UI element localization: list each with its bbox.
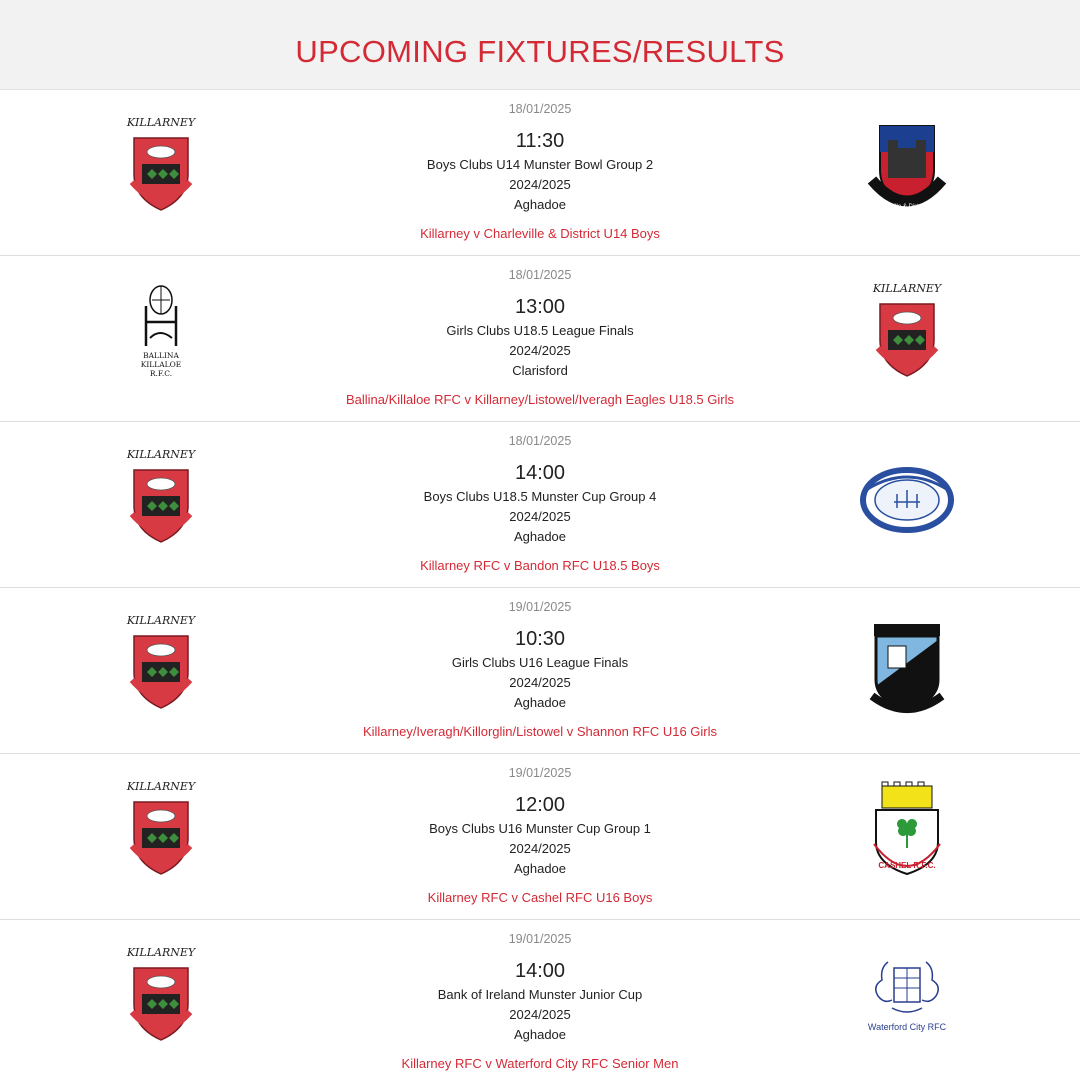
svg-text:Waterford City RFC: Waterford City RFC — [867, 1022, 947, 1032]
fixture-match-link[interactable]: Killarney RFC v Cashel RFC U16 Boys — [427, 890, 653, 905]
svg-text:KILLALOE: KILLALOE — [140, 360, 182, 369]
waterford-city-crest-icon[interactable] — [852, 942, 962, 1052]
page-header — [0, 0, 1080, 90]
page-title: UPCOMING FIXTURES/RESULTS — [295, 34, 785, 69]
svg-text:KILLARNEY: KILLARNEY — [126, 116, 196, 129]
fixture-date: 18/01/2025 — [508, 434, 572, 448]
fixture-match-link[interactable]: Killarney RFC v Bandon RFC U18.5 Boys — [420, 558, 660, 573]
fixture-venue: Aghadoe — [513, 695, 567, 710]
svg-text:KILLARNEY: KILLARNEY — [126, 946, 196, 959]
fixture-season: 2024/2025 — [509, 675, 571, 690]
svg-text:BALLINA: BALLINA — [143, 351, 179, 360]
svg-text:R.F.C.: R.F.C. — [149, 369, 173, 378]
fixture-date: 18/01/2025 — [508, 102, 572, 116]
fixture-time: 12:00 — [514, 794, 566, 816]
fixture-venue: Aghadoe — [513, 861, 567, 876]
killarney-crest-icon[interactable] — [852, 278, 962, 388]
fixture-row[interactable] — [0, 920, 1080, 1080]
svg-text:KILLARNEY: KILLARNEY — [126, 780, 196, 793]
fixture-date: 19/01/2025 — [508, 932, 572, 946]
fixture-row[interactable] — [0, 422, 1080, 588]
fixture-competition: Boys Clubs U18.5 Munster Cup Group 4 — [423, 489, 657, 504]
charleville-crest-icon[interactable] — [852, 112, 962, 222]
fixture-season: 2024/2025 — [509, 177, 571, 192]
svg-text:KILLARNEY: KILLARNEY — [872, 282, 942, 295]
fixture-competition: Boys Clubs U16 Munster Cup Group 1 — [429, 821, 651, 836]
fixture-match-link[interactable]: Killarney v Charleville & District U14 Boys — [420, 226, 660, 241]
fixture-competition: Girls Clubs U16 League Finals — [451, 655, 629, 670]
fixture-row[interactable] — [0, 754, 1080, 920]
fixture-row[interactable] — [0, 256, 1080, 422]
fixture-match-link[interactable]: Ballina/Killaloe RFC v Killarney/Listowel/Iveragh Eagles U18.5 Girls — [345, 392, 734, 407]
fixture-time: 10:30 — [514, 628, 566, 650]
svg-text:CASHEL R.F.C.: CASHEL R.F.C. — [878, 861, 936, 870]
fixture-venue: Aghadoe — [513, 197, 567, 212]
cashel-crest-icon[interactable] — [852, 776, 962, 886]
fixture-competition: Bank of Ireland Munster Junior Cup — [437, 987, 643, 1002]
fixture-season: 2024/2025 — [509, 1007, 571, 1022]
svg-text:KILLARNEY: KILLARNEY — [126, 448, 196, 461]
fixture-venue: Clarisford — [512, 363, 568, 378]
fixture-season: 2024/2025 — [509, 343, 571, 358]
fixture-date: 18/01/2025 — [508, 268, 572, 282]
fixture-match-link[interactable]: Killarney RFC v Waterford City RFC Senior Men — [401, 1056, 679, 1071]
fixture-time: 11:30 — [515, 130, 565, 152]
fixture-venue: Aghadoe — [513, 1027, 567, 1042]
fixture-time: 13:00 — [514, 296, 566, 318]
fixture-competition: Boys Clubs U14 Munster Bowl Group 2 — [426, 157, 654, 172]
fixture-row[interactable] — [0, 588, 1080, 754]
fixture-row[interactable] — [0, 90, 1080, 256]
fixture-time: 14:00 — [514, 462, 566, 484]
fixture-venue: Aghadoe — [513, 529, 567, 544]
bandon-crest-icon[interactable] — [852, 444, 962, 554]
fixture-match-link[interactable]: Killarney/Iveragh/Killorglin/Listowel v Shannon RFC U16 Girls — [362, 724, 718, 739]
fixture-season: 2024/2025 — [509, 841, 571, 856]
fixture-time: 14:00 — [514, 960, 566, 982]
fixture-season: 2024/2025 — [509, 509, 571, 524]
svg-text:KILLARNEY: KILLARNEY — [126, 614, 196, 627]
svg-text:Charleville & District RFC: Charleville & District RFC — [873, 204, 941, 210]
fixture-competition: Girls Clubs U18.5 League Finals — [446, 323, 634, 338]
shannon-crest-icon[interactable] — [852, 610, 962, 720]
fixture-date: 19/01/2025 — [508, 766, 572, 780]
fixture-date: 19/01/2025 — [508, 600, 572, 614]
